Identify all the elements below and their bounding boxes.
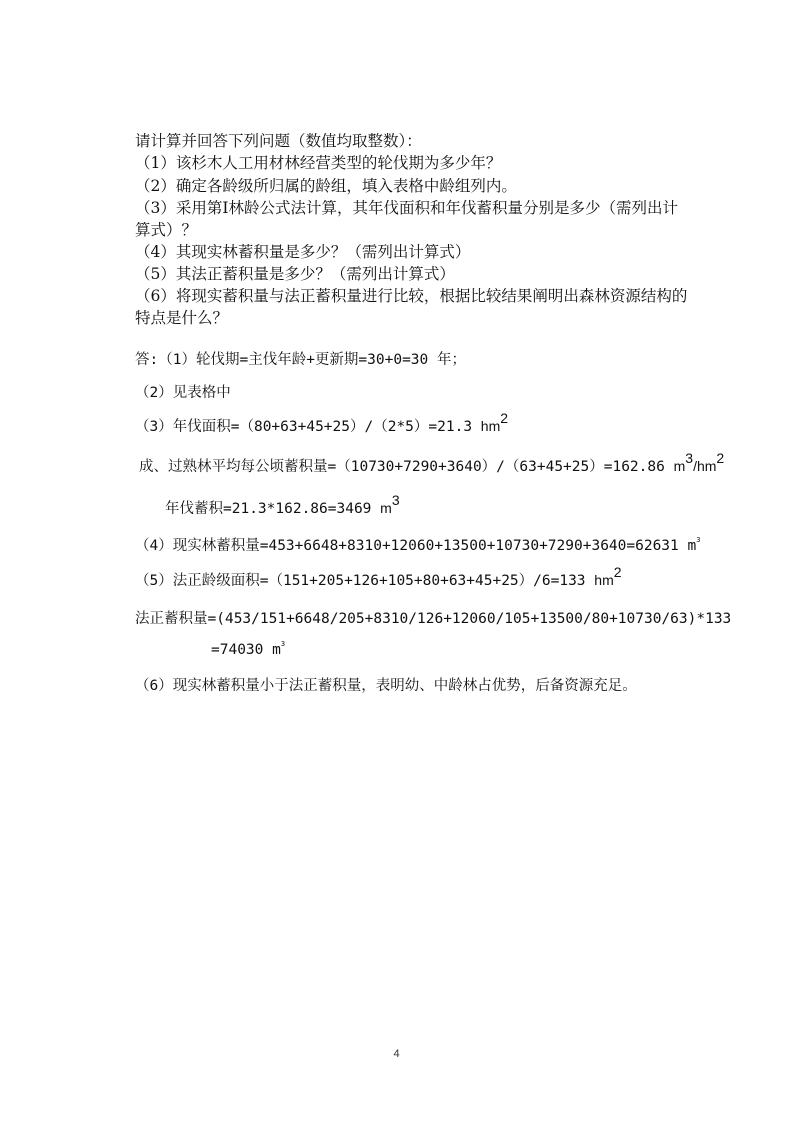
question-5: （5）其法正蓄积量是多少？（需列出计算式） xyxy=(135,265,455,283)
answer-5-formula: 法正蓄积量=(453/151+6648/205+8310/126+12060/105+13500/80+10730/63)*133 xyxy=(135,611,732,627)
answer-5-area xyxy=(135,564,622,591)
answer-6: （6）现实林蓄积量小于法正蓄积量，表明幼、中龄林占优势，后备资源充足。 xyxy=(135,678,637,694)
answer-2: （2）见表格中 xyxy=(135,385,231,401)
answer-5-result-unit: m xyxy=(272,642,281,658)
answer-4-unit: m xyxy=(687,538,697,554)
answer-5-area-unit: hm xyxy=(594,572,614,588)
answer-3-mean-volume-unit-den: hm xyxy=(696,458,717,474)
page-number: 4 xyxy=(393,1048,400,1060)
answer-3-mean-volume-text: 成、过熟林平均每公顷蓄积量=（10730+7290+3640）/（63+45+25）=162.86 xyxy=(139,459,665,475)
question-2: （2）确定各龄级所归属的龄组，填入表格中龄组列内。 xyxy=(135,177,517,195)
answer-4-text: （4）现实林蓄积量=453+6648+8310+12060+13500+10730+7290+3640=62631 xyxy=(135,538,679,554)
question-6-line-1: （6）将现实蓄积量与法正蓄积量进行比较，根据比较结果阐明出森林资源结构的 xyxy=(135,287,688,305)
answer-3-area-unit: hm xyxy=(480,418,501,434)
answer-4-exp: 3 xyxy=(696,536,701,544)
answer-5-result-exp: 3 xyxy=(280,640,286,648)
answer-5-area-exp: 2 xyxy=(613,564,622,580)
answer-3-area-exp: 2 xyxy=(500,410,509,426)
question-3-line-2: 算式）？ xyxy=(135,221,198,239)
answer-3-mean-volume-unit-sep: / xyxy=(693,458,697,474)
answer-3-annual-cut-unit: m xyxy=(380,500,392,516)
answer-5-area-text: （5）法正龄级面积=（151+205+126+105+80+63+45+25）/6=133 xyxy=(135,573,586,589)
answer-3-mean-volume xyxy=(139,450,725,477)
question-1: （1）该杉木人工用材林经营类型的轮伐期为多少年？ xyxy=(135,154,502,172)
question-3-line-1: （3）采用第Ⅰ林龄公式法计算，其年伐面积和年伐蓄积量分别是多少（需列出计 xyxy=(135,199,678,217)
answer-4 xyxy=(135,536,700,556)
answer-3-mean-volume-unit-num: m xyxy=(673,458,686,474)
answer-1: 答:（1）轮伐期=主伐年龄+更新期=30+0=30 年； xyxy=(135,352,466,368)
answer-3-annual-cut xyxy=(165,492,400,519)
answer-3-mean-volume-unit-num-exp: 3 xyxy=(685,450,694,466)
answer-5-result-text: =74030 xyxy=(211,642,264,658)
answer-3-annual-cut-exp: 3 xyxy=(391,492,400,508)
answer-5-result xyxy=(211,640,285,660)
answer-3-mean-volume-unit-den-exp: 2 xyxy=(716,450,725,466)
question-6-line-2: 特点是什么？ xyxy=(135,309,229,327)
answer-3-area xyxy=(135,410,509,437)
answer-3-annual-cut-text: 年伐蓄积=21.3*162.86=3469 xyxy=(165,501,372,517)
question-4: （4）其现实林蓄积量是多少？（需列出计算式） xyxy=(135,243,471,261)
answer-3-area-text: （3）年伐面积=（80+63+45+25）/（2*5）=21.3 xyxy=(135,419,473,435)
questions-intro: 请计算并回答下列问题（数值均取整数）： xyxy=(135,132,422,150)
